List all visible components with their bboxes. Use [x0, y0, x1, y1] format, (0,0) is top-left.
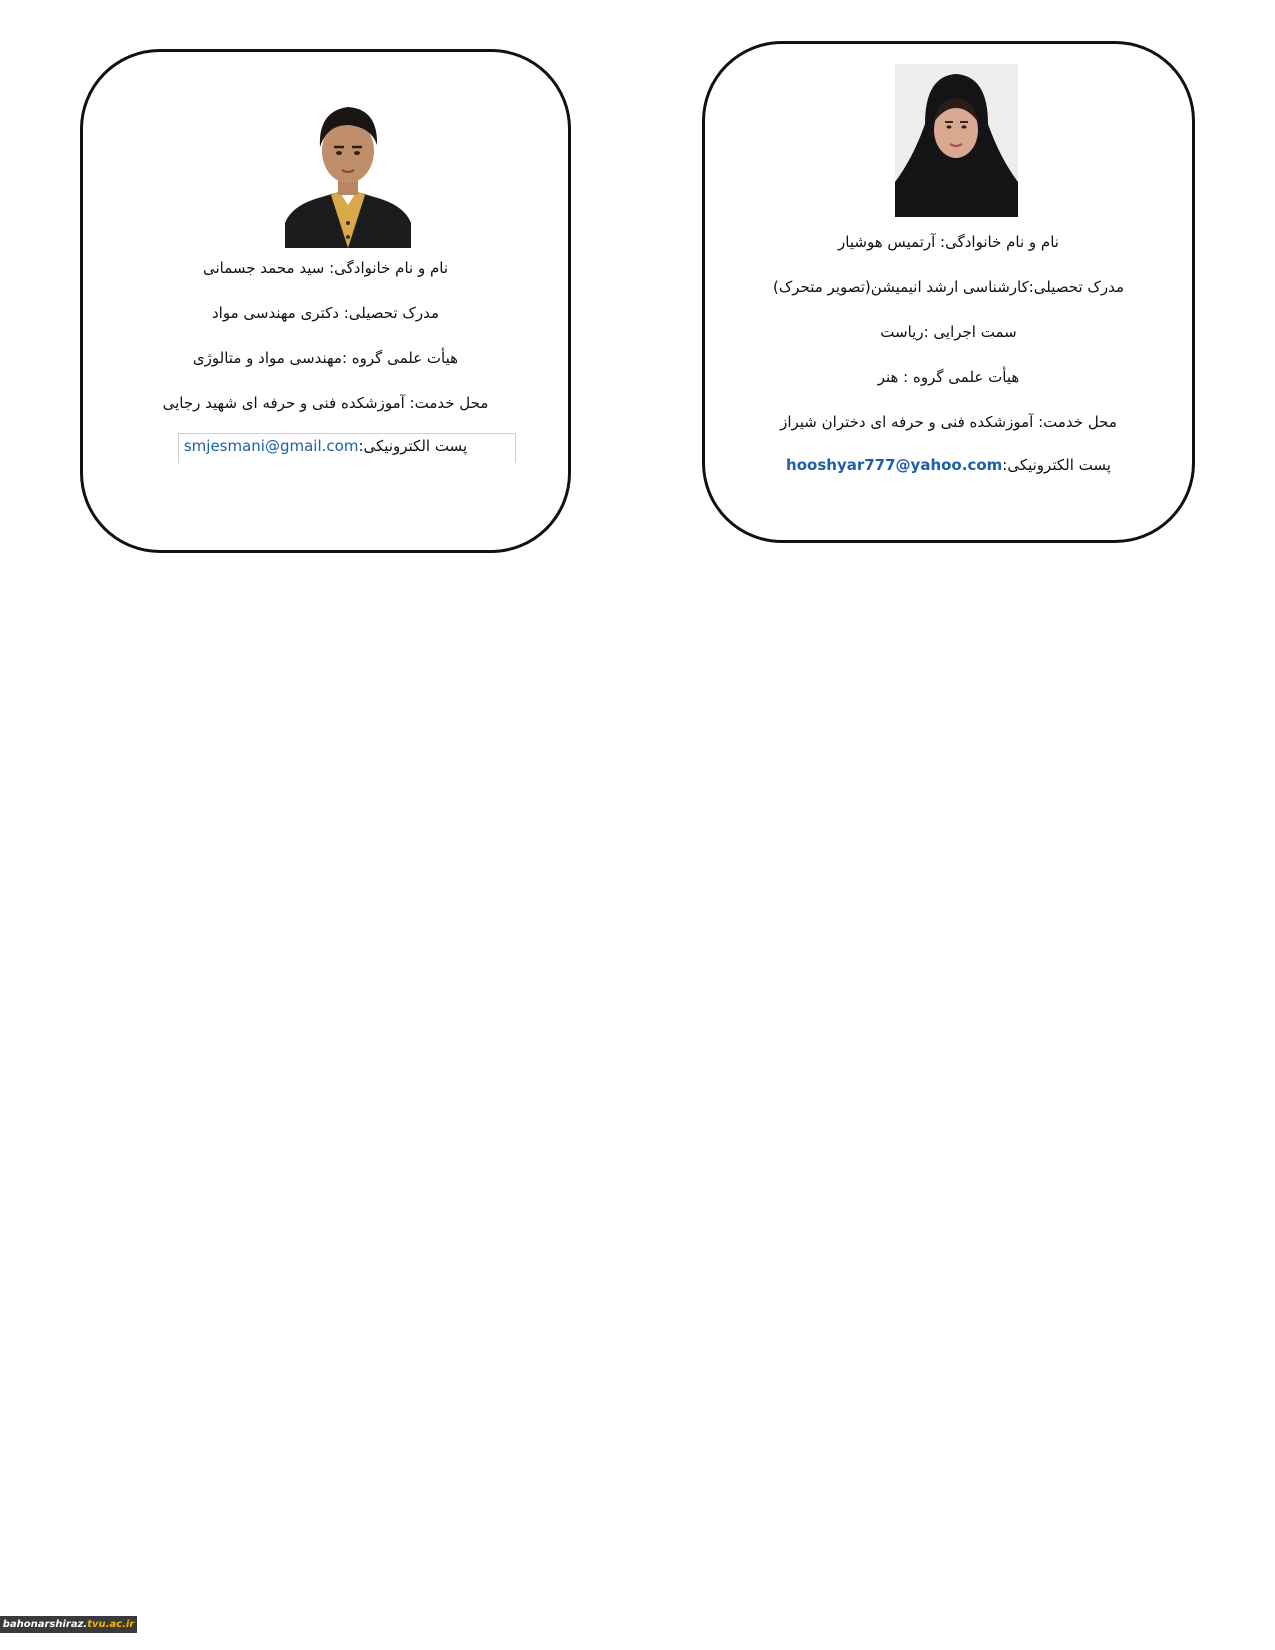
email-label: پست الکترونیکی:: [358, 437, 468, 455]
profile-card-hooshyar: [702, 41, 1195, 543]
email-link[interactable]: hooshyar777@yahoo.com: [786, 456, 1003, 474]
email-line: [83, 435, 568, 457]
profile-photo-woman: [895, 64, 1018, 217]
workplace-line: محل خدمت: آموزشکده فنی و حرفه ای دختران شیراز: [780, 413, 1117, 431]
profile-photo-man: [285, 95, 411, 248]
workplace-line: محل خدمت: آموزشکده فنی و حرفه ای شهید رجایی: [162, 394, 489, 412]
woman-portrait-image: [895, 64, 1018, 217]
watermark-site: bahonarshiraz.: [2, 1619, 88, 1630]
name-line: نام و نام خانوادگی: سید محمد جسمانی: [202, 259, 449, 277]
site-watermark: [0, 1616, 137, 1633]
email-label: پست الکترونیکی:: [1002, 456, 1111, 474]
name-line: نام و نام خانوادگی: آرتمیس هوشیار: [838, 233, 1059, 251]
profile-card-jesmani: [80, 49, 571, 553]
faculty-line: هیأت علمی گروه :مهندسی مواد و متالوژی: [192, 349, 459, 367]
email-link[interactable]: smjesmani@gmail.com: [183, 437, 359, 455]
watermark-domain: tvu.ac.ir: [87, 1619, 135, 1630]
faculty-line: هیأت علمی گروه : هنر: [877, 368, 1020, 386]
position-line: سمت اجرایی :ریاست: [880, 323, 1017, 341]
degree-line: مدرک تحصیلی: دکتری مهندسی مواد: [212, 304, 439, 322]
email-line: [705, 454, 1192, 476]
man-portrait-image: [285, 95, 411, 248]
degree-line: مدرک تحصیلی:کارشناسی ارشد انیمیشن(تصویر متحرک): [772, 278, 1124, 296]
